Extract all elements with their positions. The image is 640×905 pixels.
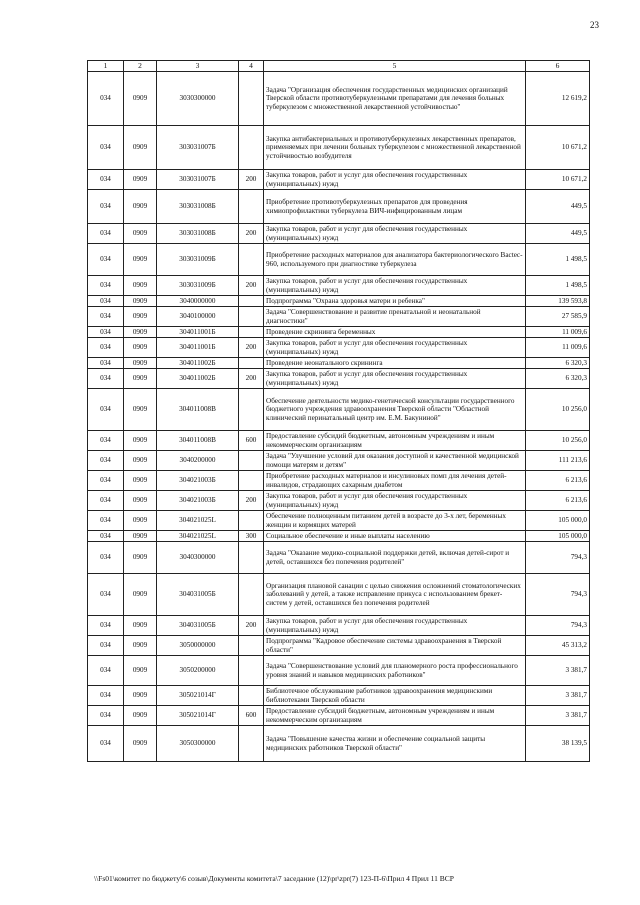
table-row <box>88 471 590 491</box>
cell-amount: 139 593,8 <box>526 296 590 307</box>
cell-ministry-code: 034 <box>88 126 124 170</box>
cell-amount: 449,5 <box>526 224 590 244</box>
cell-target-article: 304011008В <box>157 389 239 431</box>
cell-description: Задача "Улучшение условий для оказания доступной и качественной медицинской помощи матерям и детям" <box>264 451 526 471</box>
cell-description: Закупка товаров, работ и услуг для обеспечения государственных (муниципальных) нужд <box>264 276 526 296</box>
table-row <box>88 389 590 431</box>
cell-expense-type <box>239 686 264 706</box>
cell-target-article: 304031005Б <box>157 616 239 636</box>
table-header-row <box>88 61 590 72</box>
budget-table <box>87 60 590 762</box>
cell-description: Задача "Оказание медико-социальной поддержки детей, включая детей-сирот и детей, оставшихся без попечения родителей" <box>264 542 526 574</box>
cell-description: Задача "Совершенствование и развитие пренатальной и неонатальной диагностики" <box>264 307 526 327</box>
cell-expense-type: 300 <box>239 531 264 542</box>
cell-section-code: 0909 <box>124 126 157 170</box>
cell-amount: 38 139,5 <box>526 726 590 762</box>
cell-description: Проведение скрининга беременных <box>264 327 526 338</box>
cell-amount: 10 256,0 <box>526 389 590 431</box>
cell-target-article: 303031008Б <box>157 190 239 224</box>
cell-amount: 10 671,2 <box>526 126 590 170</box>
cell-ministry-code: 034 <box>88 726 124 762</box>
cell-ministry-code: 034 <box>88 471 124 491</box>
page-number: 23 <box>590 20 599 30</box>
cell-ministry-code: 034 <box>88 511 124 531</box>
cell-ministry-code: 034 <box>88 431 124 451</box>
cell-ministry-code: 034 <box>88 616 124 636</box>
cell-amount: 27 585,9 <box>526 307 590 327</box>
cell-ministry-code: 034 <box>88 276 124 296</box>
cell-expense-type <box>239 636 264 656</box>
table-row <box>88 574 590 616</box>
cell-target-article: 303031009Б <box>157 244 239 276</box>
cell-amount: 6 213,6 <box>526 471 590 491</box>
cell-description: Предоставление субсидий бюджетным, автономным учреждениям и иным некоммерческим организациям <box>264 431 526 451</box>
cell-target-article: 304021025L <box>157 511 239 531</box>
cell-description: Приобретение расходных материалов и инсулиновых помп для лечения детей-инвалидов, страдающих сахарным диабетом <box>264 471 526 491</box>
cell-description: Закупка товаров, работ и услуг для обеспечения государственных (муниципальных) нужд <box>264 224 526 244</box>
cell-section-code: 0909 <box>124 616 157 636</box>
cell-ministry-code: 034 <box>88 224 124 244</box>
cell-amount: 105 000,0 <box>526 511 590 531</box>
cell-ministry-code: 034 <box>88 170 124 190</box>
cell-amount: 3 381,7 <box>526 656 590 686</box>
table-row <box>88 656 590 686</box>
cell-ministry-code: 034 <box>88 389 124 431</box>
col-header: 4 <box>239 61 264 72</box>
cell-amount: 3 381,7 <box>526 706 590 726</box>
cell-target-article: 304011002Б <box>157 369 239 389</box>
cell-ministry-code: 034 <box>88 656 124 686</box>
cell-description: Организация плановой санации с целью снижения осложнений стоматологических заболеваний у детей, а также исправление прикуса с использованием брекет-систем у детей, оставшихся без попечения родителей <box>264 574 526 616</box>
col-header: 6 <box>526 61 590 72</box>
footer-path: \\Fs01\комитет по бюджету\6 созыв\Документы комитета\7 заседание (12)\pr\zpr(7) 123-П-6\Прил 4 Прил 11 ВСР <box>94 874 454 883</box>
cell-description: Задача "Повышение качества жизни и обеспечение социальной защиты медицинских работников Тверской области" <box>264 726 526 762</box>
cell-target-article: 304011001Б <box>157 327 239 338</box>
cell-section-code: 0909 <box>124 726 157 762</box>
cell-target-article: 304011008В <box>157 431 239 451</box>
table-row <box>88 126 590 170</box>
cell-target-article: 304011001Б <box>157 338 239 358</box>
cell-section-code: 0909 <box>124 338 157 358</box>
cell-description: Задача "Совершенствование условий для планомерного роста профессионального уровня знаний и навыков медицинских работников" <box>264 656 526 686</box>
cell-target-article: 304011002Б <box>157 358 239 369</box>
cell-ministry-code: 034 <box>88 636 124 656</box>
cell-ministry-code: 034 <box>88 327 124 338</box>
cell-section-code: 0909 <box>124 574 157 616</box>
cell-expense-type <box>239 574 264 616</box>
cell-description: Задача "Организация обеспечения государственных медицинских организаций Тверской области противотуберкулезными препаратами для лечения больных туберкулезом с множественной лекарственной устойчивостью" <box>264 72 526 126</box>
cell-section-code: 0909 <box>124 170 157 190</box>
cell-expense-type: 200 <box>239 491 264 511</box>
cell-target-article: 3040200000 <box>157 451 239 471</box>
cell-section-code: 0909 <box>124 72 157 126</box>
cell-target-article: 305021014Г <box>157 686 239 706</box>
cell-ministry-code: 034 <box>88 574 124 616</box>
cell-description: Приобретение расходных материалов для анализатора бактериологического Bactec-960, используемого при диагностике туберкулеза <box>264 244 526 276</box>
table-row <box>88 511 590 531</box>
cell-expense-type: 600 <box>239 431 264 451</box>
cell-amount: 794,3 <box>526 574 590 616</box>
cell-section-code: 0909 <box>124 296 157 307</box>
cell-target-article: 3040300000 <box>157 542 239 574</box>
cell-description: Закупка товаров, работ и услуг для обеспечения государственных (муниципальных) нужд <box>264 338 526 358</box>
cell-section-code: 0909 <box>124 190 157 224</box>
table-row <box>88 244 590 276</box>
cell-section-code: 0909 <box>124 491 157 511</box>
cell-ministry-code: 034 <box>88 307 124 327</box>
cell-expense-type <box>239 244 264 276</box>
cell-expense-type <box>239 190 264 224</box>
cell-section-code: 0909 <box>124 244 157 276</box>
cell-section-code: 0909 <box>124 389 157 431</box>
cell-amount: 12 619,2 <box>526 72 590 126</box>
table-row <box>88 706 590 726</box>
cell-target-article: 303031007Б <box>157 126 239 170</box>
cell-ministry-code: 034 <box>88 296 124 307</box>
cell-target-article: 3030300000 <box>157 72 239 126</box>
cell-section-code: 0909 <box>124 511 157 531</box>
cell-ministry-code: 034 <box>88 244 124 276</box>
cell-expense-type <box>239 471 264 491</box>
cell-target-article: 304021025L <box>157 531 239 542</box>
cell-amount: 10 671,2 <box>526 170 590 190</box>
cell-section-code: 0909 <box>124 706 157 726</box>
table-row <box>88 170 590 190</box>
cell-amount: 1 498,5 <box>526 276 590 296</box>
cell-target-article: 305021014Г <box>157 706 239 726</box>
cell-target-article: 303031007Б <box>157 170 239 190</box>
cell-ministry-code: 034 <box>88 451 124 471</box>
col-header: 3 <box>157 61 239 72</box>
cell-target-article: 3050000000 <box>157 636 239 656</box>
cell-description: Закупка товаров, работ и услуг для обеспечения государственных (муниципальных) нужд <box>264 616 526 636</box>
cell-ministry-code: 034 <box>88 491 124 511</box>
table-row <box>88 307 590 327</box>
table-row <box>88 327 590 338</box>
cell-section-code: 0909 <box>124 358 157 369</box>
table-row <box>88 369 590 389</box>
cell-section-code: 0909 <box>124 636 157 656</box>
cell-expense-type: 600 <box>239 706 264 726</box>
cell-target-article: 3040100000 <box>157 307 239 327</box>
cell-amount: 3 381,7 <box>526 686 590 706</box>
cell-expense-type <box>239 327 264 338</box>
cell-description: Подпрограмма "Кадровое обеспечение системы здравоохранения в Тверской области" <box>264 636 526 656</box>
table-row <box>88 296 590 307</box>
table-row <box>88 431 590 451</box>
cell-ministry-code: 034 <box>88 358 124 369</box>
cell-amount: 6 320,3 <box>526 369 590 389</box>
table-row <box>88 224 590 244</box>
cell-expense-type <box>239 656 264 686</box>
cell-expense-type: 200 <box>239 224 264 244</box>
table-row <box>88 616 590 636</box>
cell-section-code: 0909 <box>124 531 157 542</box>
cell-expense-type: 200 <box>239 170 264 190</box>
cell-amount: 45 313,2 <box>526 636 590 656</box>
col-header: 1 <box>88 61 124 72</box>
cell-section-code: 0909 <box>124 307 157 327</box>
table-row <box>88 531 590 542</box>
cell-description: Обеспечение полноценным питанием детей в возрасте до 3-х лет, беременных женщин и кормящих матерей <box>264 511 526 531</box>
cell-target-article: 3050200000 <box>157 656 239 686</box>
table-row <box>88 726 590 762</box>
cell-amount: 6 213,6 <box>526 491 590 511</box>
cell-description: Проведение неонатального скрининга <box>264 358 526 369</box>
cell-description: Предоставление субсидий бюджетным, автономным учреждениям и иным некоммерческим организациям <box>264 706 526 726</box>
cell-target-article: 304031005Б <box>157 574 239 616</box>
cell-section-code: 0909 <box>124 656 157 686</box>
cell-ministry-code: 034 <box>88 706 124 726</box>
cell-amount: 11 009,6 <box>526 338 590 358</box>
cell-section-code: 0909 <box>124 471 157 491</box>
cell-amount: 794,3 <box>526 542 590 574</box>
cell-target-article: 3040000000 <box>157 296 239 307</box>
cell-section-code: 0909 <box>124 276 157 296</box>
cell-expense-type <box>239 542 264 574</box>
table-row <box>88 338 590 358</box>
cell-amount: 449,5 <box>526 190 590 224</box>
cell-expense-type: 200 <box>239 276 264 296</box>
table-row <box>88 491 590 511</box>
table-row <box>88 542 590 574</box>
cell-description: Приобретение противотуберкулезных препаратов для проведения химиопрофилактики туберкулеза ВИЧ-инфицированным лицам <box>264 190 526 224</box>
cell-description: Закупка товаров, работ и услуг для обеспечения государственных (муниципальных) нужд <box>264 491 526 511</box>
cell-target-article: 303031009Б <box>157 276 239 296</box>
cell-ministry-code: 034 <box>88 686 124 706</box>
col-header: 5 <box>264 61 526 72</box>
cell-target-article: 3050300000 <box>157 726 239 762</box>
table-row <box>88 686 590 706</box>
cell-expense-type <box>239 72 264 126</box>
cell-target-article: 304021003Б <box>157 471 239 491</box>
table-row <box>88 451 590 471</box>
cell-amount: 105 000,0 <box>526 531 590 542</box>
cell-ministry-code: 034 <box>88 369 124 389</box>
cell-expense-type: 200 <box>239 338 264 358</box>
cell-amount: 11 009,6 <box>526 327 590 338</box>
cell-section-code: 0909 <box>124 431 157 451</box>
cell-amount: 111 213,6 <box>526 451 590 471</box>
cell-section-code: 0909 <box>124 686 157 706</box>
cell-ministry-code: 034 <box>88 542 124 574</box>
table-row <box>88 276 590 296</box>
cell-description: Закупка товаров, работ и услуг для обеспечения государственных (муниципальных) нужд <box>264 170 526 190</box>
cell-ministry-code: 034 <box>88 72 124 126</box>
col-header: 2 <box>124 61 157 72</box>
cell-ministry-code: 034 <box>88 190 124 224</box>
cell-section-code: 0909 <box>124 369 157 389</box>
cell-description: Библиотечное обслуживание работников здравоохранения медицинскими библиотеками Тверской области <box>264 686 526 706</box>
table-row <box>88 190 590 224</box>
cell-amount: 1 498,5 <box>526 244 590 276</box>
cell-target-article: 303031008Б <box>157 224 239 244</box>
cell-expense-type: 200 <box>239 616 264 636</box>
cell-expense-type <box>239 296 264 307</box>
cell-expense-type <box>239 307 264 327</box>
cell-description: Социальное обеспечение и иные выплаты населению <box>264 531 526 542</box>
table-row <box>88 636 590 656</box>
cell-amount: 10 256,0 <box>526 431 590 451</box>
cell-amount: 794,3 <box>526 616 590 636</box>
cell-section-code: 0909 <box>124 224 157 244</box>
cell-description: Обеспечение деятельности медико-генетической консультации государственного бюджетного учреждения здравоохранения Тверской области "Областной клинический перинатальный центр им. Е.М. Бакуниной" <box>264 389 526 431</box>
cell-section-code: 0909 <box>124 451 157 471</box>
cell-ministry-code: 034 <box>88 338 124 358</box>
cell-expense-type <box>239 389 264 431</box>
cell-description: Закупка антибактериальных и противотуберкулезных лекарственных препаратов, применяемых при лечении больных туберкулезом с множественной лекарственной устойчивостью возбудителя <box>264 126 526 170</box>
table-row <box>88 358 590 369</box>
cell-amount: 6 320,3 <box>526 358 590 369</box>
table-row <box>88 72 590 126</box>
cell-expense-type <box>239 451 264 471</box>
cell-ministry-code: 034 <box>88 531 124 542</box>
cell-expense-type <box>239 126 264 170</box>
cell-target-article: 304021003Б <box>157 491 239 511</box>
cell-description: Подпрограмма "Охрана здоровья матери и ребенка" <box>264 296 526 307</box>
cell-section-code: 0909 <box>124 542 157 574</box>
cell-expense-type <box>239 726 264 762</box>
cell-expense-type: 200 <box>239 369 264 389</box>
cell-expense-type <box>239 358 264 369</box>
cell-section-code: 0909 <box>124 327 157 338</box>
cell-expense-type <box>239 511 264 531</box>
cell-description: Закупка товаров, работ и услуг для обеспечения государственных (муниципальных) нужд <box>264 369 526 389</box>
